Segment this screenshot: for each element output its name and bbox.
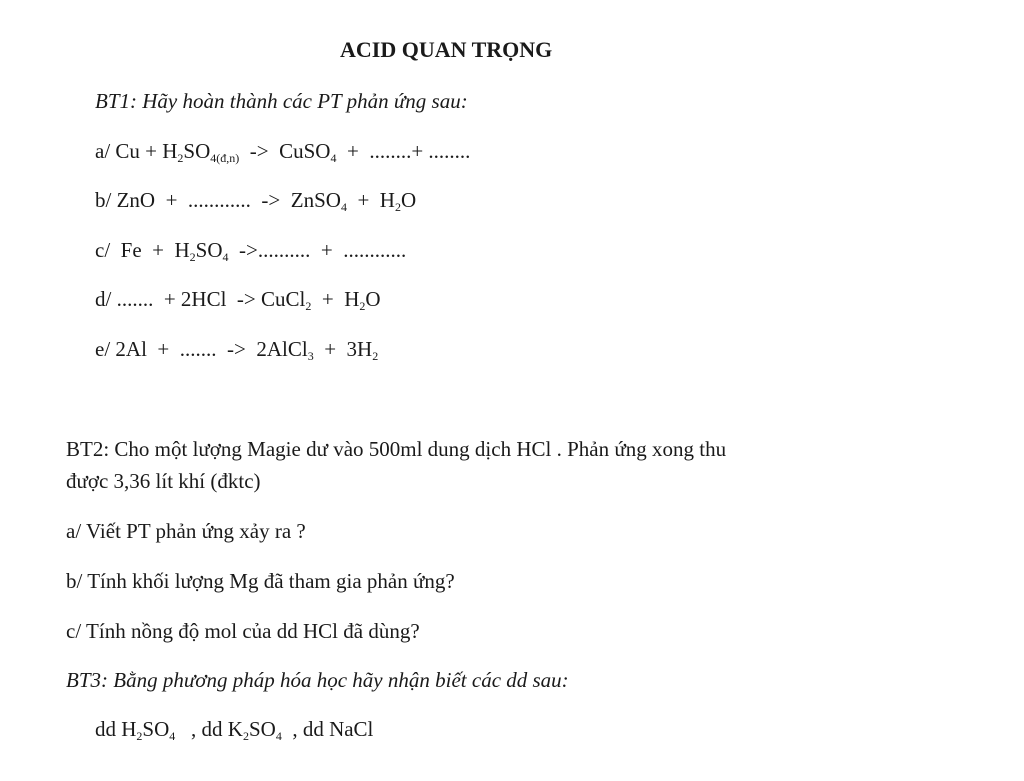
bt3-heading: BT3: Bằng phương pháp hóa học hãy nhận biết các dd sau: [66,668,569,692]
subscript: 2 [394,200,401,214]
equation-text: O [365,287,381,311]
equation-text: SO [183,139,211,163]
subscript: 2 [359,299,366,313]
subscript: 2 [136,729,143,743]
subscript: 4 [169,729,176,743]
list-text: SO [248,717,276,741]
list-text: SO [142,717,170,741]
subscript: 3 [307,349,314,363]
list-text: dd H [95,717,137,741]
subscript: 2 [242,729,249,743]
equation-text: + H [346,188,395,212]
list-text: , dd NaCl [281,717,374,741]
document-title: ACID QUAN TRỌNG [340,37,553,62]
equation-text: ->.......... + ............ [228,238,407,262]
bt2-question-a: a/ Viết PT phản ứng xảy ra ? [66,519,306,543]
equation-text: + 3H [313,337,373,361]
equation-text: d/ ....... + 2HCl -> CuCl [95,287,306,311]
equation-text: O [400,188,417,212]
subscript: 2 [189,250,196,264]
bt1-heading: BT1: Hãy hoàn thành các PT phản ứng sau: [95,89,468,113]
bt1-equation-e [95,336,378,362]
subscript: 4(đ,n) [210,151,240,165]
equation-text: + H [311,287,360,311]
list-text: , dd K [175,717,243,741]
bt2-line-2: được 3,36 lít khí (đktc) [66,469,261,493]
subscript: 4 [340,200,347,214]
bt2-question-b: b/ Tính khối lượng Mg đã tham gia phản ứng? [66,569,455,593]
subscript: 2 [177,151,184,165]
subscript: 2 [372,349,379,363]
equation-text: + ........+ ........ [336,139,471,163]
subscript: 2 [305,299,312,313]
equation-text: e/ 2Al + ....... -> 2AlCl [95,337,308,361]
bt1-equation-a [95,138,470,164]
equation-text: -> CuSO [239,139,331,163]
bt2-question-c: c/ Tính nồng độ mol của dd HCl đã dùng? [66,619,420,643]
subscript: 4 [222,250,229,264]
bt1-equation-d [95,286,381,312]
subscript: 4 [330,151,337,165]
equation-text: b/ ZnO + ............ -> ZnSO [95,188,341,212]
bt1-equation-b [95,187,416,213]
equation-text: a/ Cu + H [95,139,178,163]
bt2-line-1: BT2: Cho một lượng Magie dư vào 500ml dung dịch HCl . Phản ứng xong thu [66,437,727,461]
equation-text: SO [195,238,223,262]
bt3-solution-list [95,716,373,742]
equation-text: c/ Fe + H [95,238,190,262]
subscript: 4 [275,729,282,743]
bt1-equation-c [95,237,406,263]
